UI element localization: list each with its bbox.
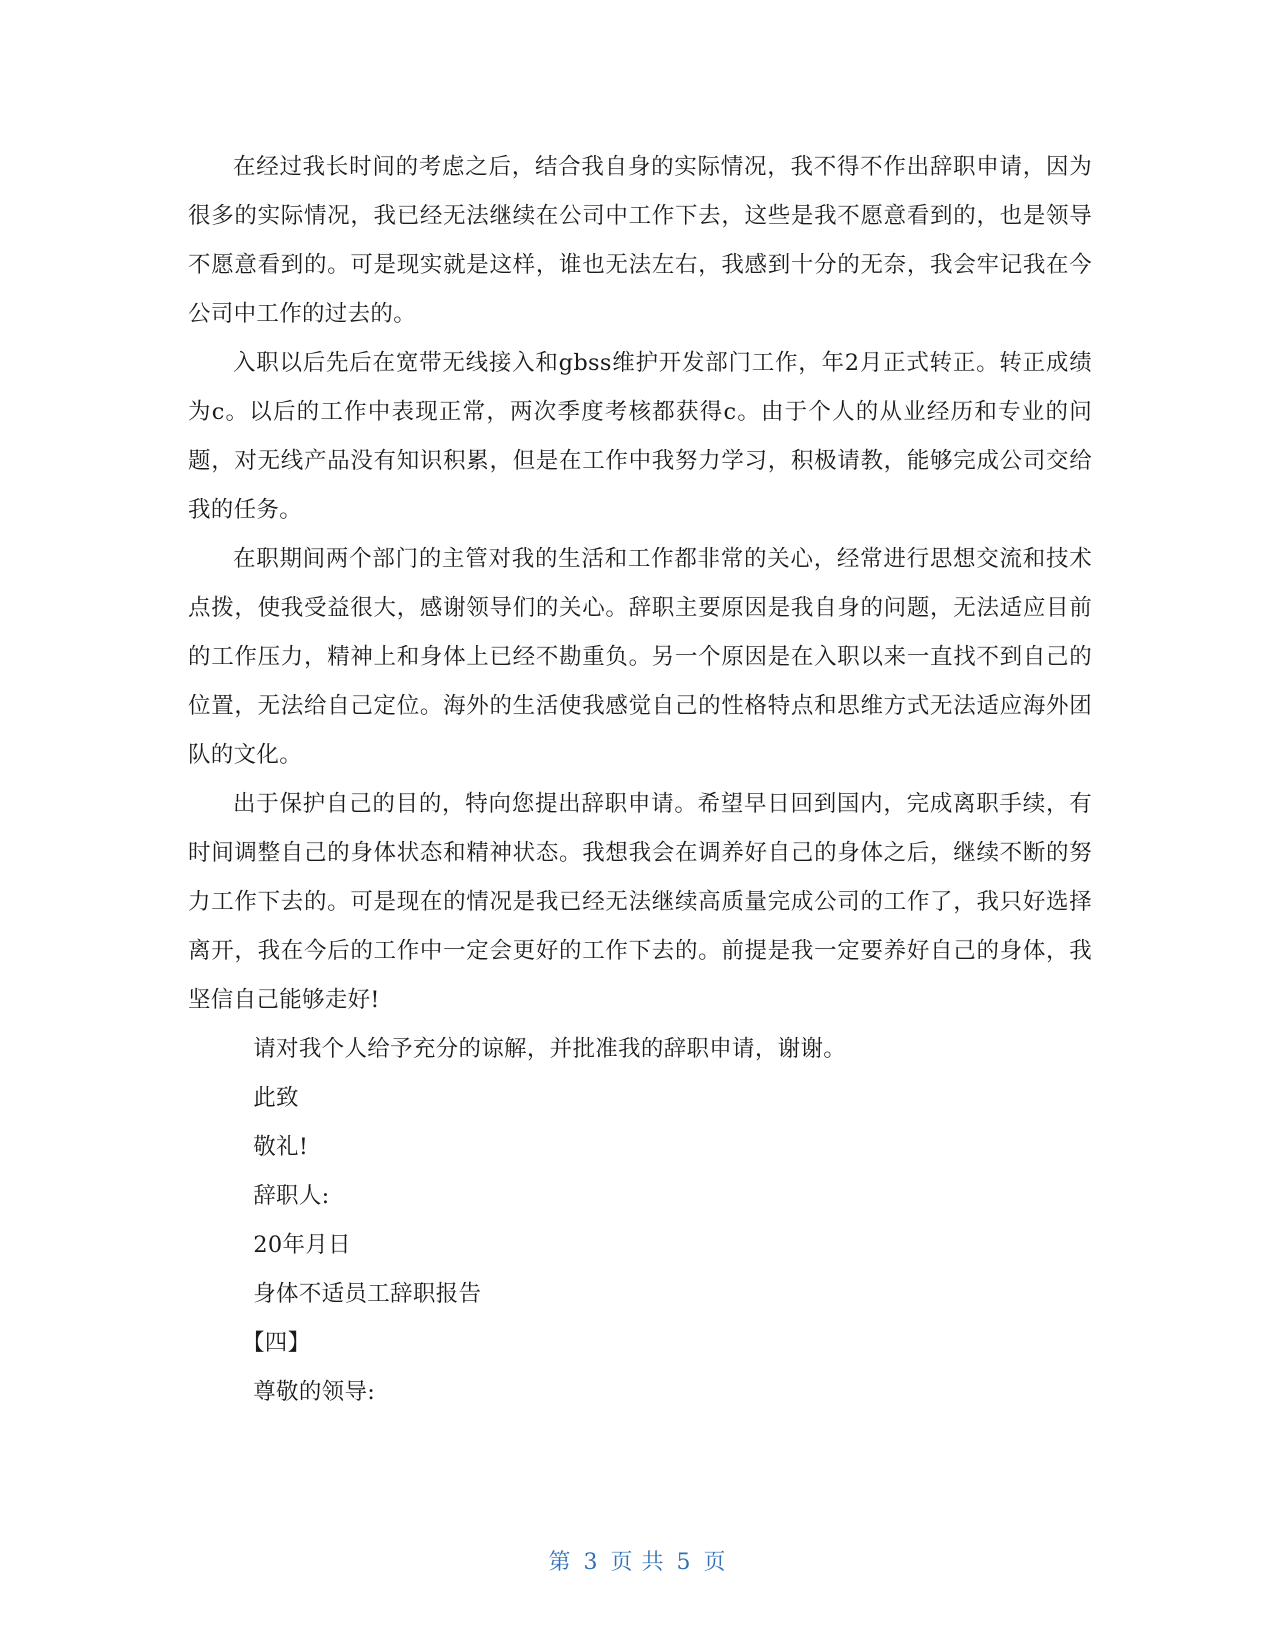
date-line: 20年月日 <box>253 1232 351 1258</box>
page-label-mid: 页 共 <box>610 1550 665 1575</box>
page-label-prefix: 第 <box>548 1550 572 1575</box>
paragraph-3: 在职期间两个部门的主管对我的生活和工作都非常的关心，经常进行思想交流和技术点拨，使我受益很大，感谢领导们的关心。辞职主要原因是我自身的问题，无法适应目前的工作压力，精神上和身体上已经不勘重负。另一个原因是在入职以来一直找不到自己的位置，无法给自己定位。海外的生活使我感觉自己的性格特点和思维方式无法适应海外团队的文化。 <box>188 546 1092 768</box>
current-page-number: 3 <box>583 1550 599 1575</box>
paragraph-1: 在经过我长时间的考虑之后，结合我自身的实际情况，我不得不作出辞职申请，因为很多的实际情况，我已经无法继续在公司中工作下去，这些是我不愿意看到的，也是领导不愿意看到的。可是现实就是这样，谁也无法左右，我感到十分的无奈，我会牢记我在今公司中工作的过去的。 <box>188 154 1092 327</box>
signer-label: 辞职人: <box>253 1183 330 1209</box>
greeting-line: 尊敬的领导: <box>253 1379 376 1405</box>
closing-salutation-2: 敬礼! <box>253 1134 309 1160</box>
paragraph-4: 出于保护自己的目的，特向您提出辞职申请。希望早日回到国内，完成离职手续，有时间调整自己的身体状态和精神状态。我想我会在调养好自己的身体之后，继续不断的努力工作下去的。可是现在的情况是我已经无法继续高质量完成公司的工作了，我只好选择离开，我在今后的工作中一定会更好的工作下去的。前提是我一定要养好自己的身体，我坚信自己能够走好! <box>188 791 1092 1013</box>
document-body <box>188 143 1092 1417</box>
page-label-suffix: 页 <box>703 1550 727 1575</box>
next-document-title: 身体不适员工辞职报告 <box>253 1281 482 1307</box>
paragraph-2: 入职以后先后在宽带无线接入和gbss维护开发部门工作，年2月正式转正。转正成绩为c。以后的工作中表现正常，两次季度考核都获得c。由于个人的从业经历和专业的问题，对无线产品没有知识积累，但是在工作中我努力学习，积极请教，能够完成公司交给我的任务。 <box>188 350 1092 523</box>
page-footer <box>0 1545 1275 1576</box>
closing-salutation-1: 此致 <box>253 1085 299 1111</box>
total-pages-number: 5 <box>676 1550 692 1575</box>
section-marker: 【四】 <box>242 1330 311 1356</box>
closing-request: 请对我个人给予充分的谅解，并批准我的辞职申请，谢谢。 <box>253 1036 847 1062</box>
